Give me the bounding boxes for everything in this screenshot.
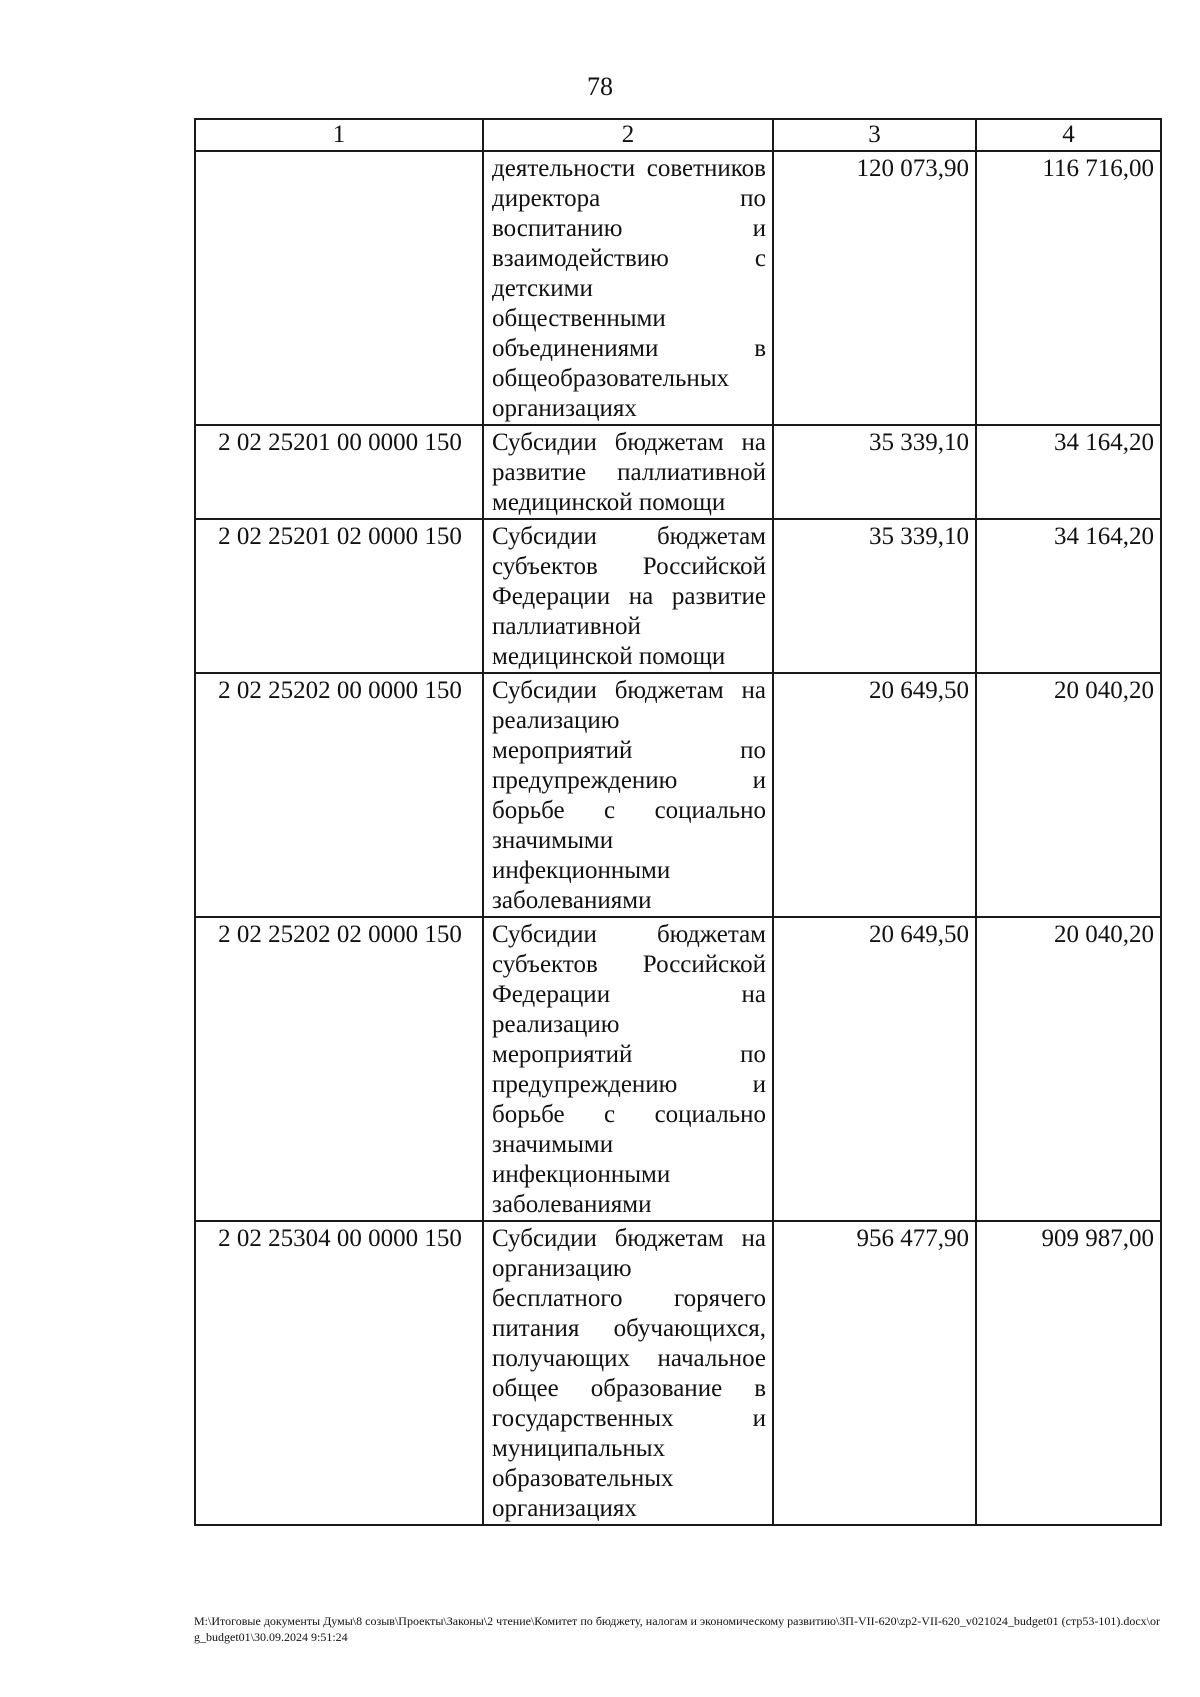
table-row xyxy=(195,917,1161,1221)
row-value-col4: 34 164,20 xyxy=(976,425,1161,519)
row-value-col3: 35 339,10 xyxy=(773,519,976,673)
row-code xyxy=(195,151,483,425)
row-description: деятельности советников директора по воспитанию и взаимодействию с детскими общественными объединениями в общеобразовательных организациях xyxy=(483,151,773,425)
row-code: 2 02 25201 00 0000 150 xyxy=(195,425,483,519)
column-header-4: 4 xyxy=(976,119,1161,151)
row-value-col3: 20 649,50 xyxy=(773,917,976,1221)
row-code: 2 02 25201 02 0000 150 xyxy=(195,519,483,673)
row-value-col3: 20 649,50 xyxy=(773,673,976,917)
row-value-col4: 116 716,00 xyxy=(976,151,1161,425)
page-number: 78 xyxy=(587,72,613,101)
document-path-footer: M:\Итоговые документы Думы\8 созыв\Проекты\Законы\2 чтение\Комитет по бюджету, налогам и экономическому развитию\ЗП-VII-620\zp2-VII-620_v021024_budget01 (стр53-101).docx\org_budget01\30.09.2024 9:51:24 xyxy=(194,1614,1160,1644)
column-header-1: 1 xyxy=(195,119,483,151)
row-description: Субсидии бюджетам субъектов Российской Федерации на реализацию мероприятий по предупреждению и борьбе с социально значимыми инфекционными заболеваниями xyxy=(483,917,773,1221)
column-header-3: 3 xyxy=(773,119,976,151)
row-code: 2 02 25202 02 0000 150 xyxy=(195,917,483,1221)
column-header-2: 2 xyxy=(483,119,773,151)
row-description: Субсидии бюджетам на развитие паллиативной медицинской помощи xyxy=(483,425,773,519)
row-code: 2 02 25304 00 0000 150 xyxy=(195,1221,483,1525)
row-value-col3: 956 477,90 xyxy=(773,1221,976,1525)
row-value-col3: 35 339,10 xyxy=(773,425,976,519)
row-value-col4: 909 987,00 xyxy=(976,1221,1161,1525)
row-value-col3: 120 073,90 xyxy=(773,151,976,425)
row-description: Субсидии бюджетам на организацию бесплатного горячего питания обучающихся, получающих начальное общее образование в государственных и муниципальных образовательных организациях xyxy=(483,1221,773,1525)
row-code: 2 02 25202 00 0000 150 xyxy=(195,673,483,917)
row-value-col4: 20 040,20 xyxy=(976,917,1161,1221)
table-row xyxy=(195,1221,1161,1525)
table-row xyxy=(195,151,1161,425)
row-value-col4: 20 040,20 xyxy=(976,673,1161,917)
row-value-col4: 34 164,20 xyxy=(976,519,1161,673)
table-row xyxy=(195,673,1161,917)
table-row xyxy=(195,519,1161,673)
row-description: Субсидии бюджетам на реализацию мероприятий по предупреждению и борьбе с социально значимыми инфекционными заболеваниями xyxy=(483,673,773,917)
budget-table xyxy=(194,118,1162,1526)
table-header-row xyxy=(195,119,1161,151)
table-row xyxy=(195,425,1161,519)
row-description: Субсидии бюджетам субъектов Российской Федерации на развитие паллиативной медицинской помощи xyxy=(483,519,773,673)
